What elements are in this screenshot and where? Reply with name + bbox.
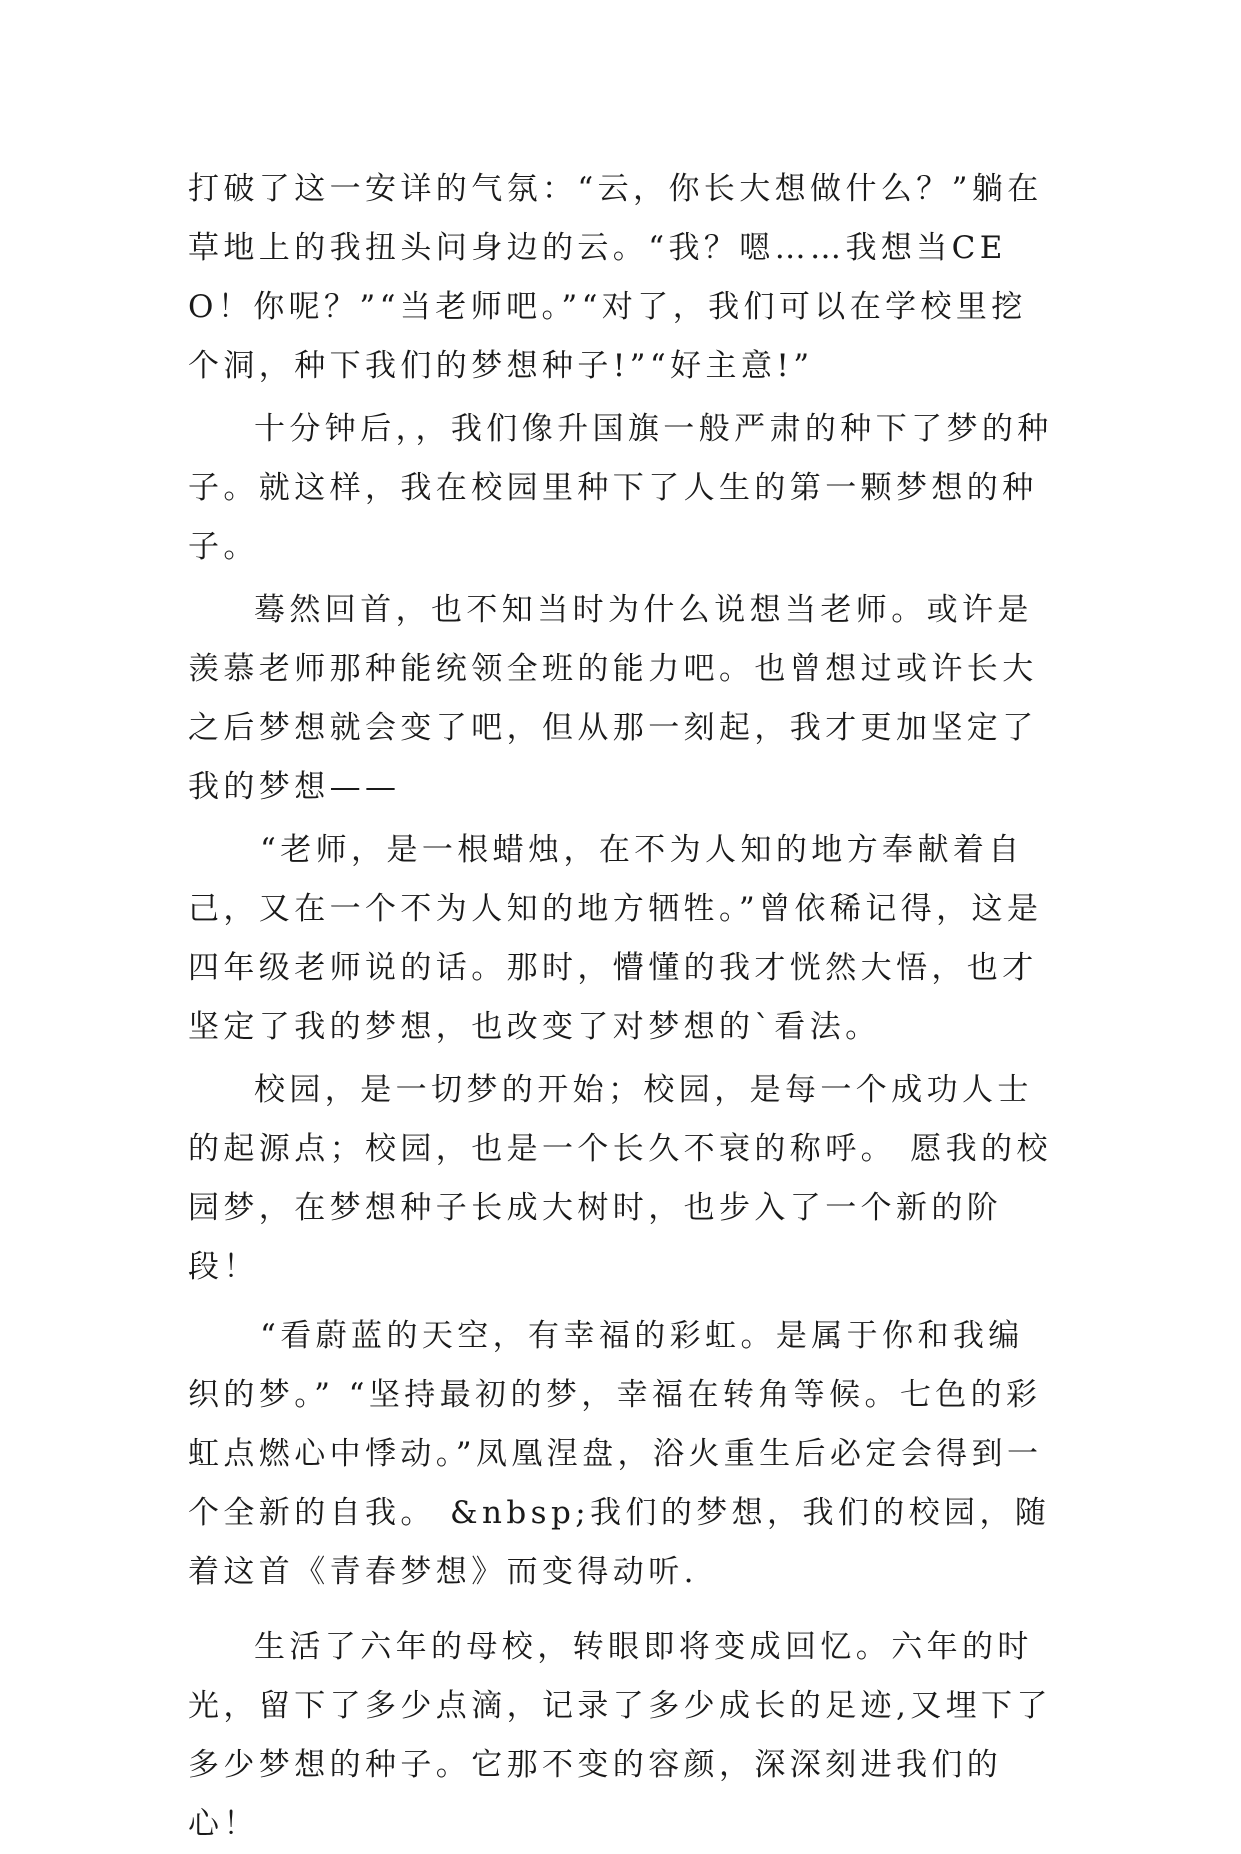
paragraph-4: “老师，是一根蜡烛，在不为人知的地方奉献着自己，又在一个不为人知的地方牺牲。”曾依稀记得，这是四年级老师说的话。那时，懵懂的我才恍然大悟，也才坚定了我的梦想，也改变了对梦想的`看法。 [188, 832, 1043, 1045]
paragraph-6: “看蔚蓝的天空，有幸福的彩虹。是属于你和我编织的梦。” “坚持最初的梦，幸福在转角等候。七色的彩虹点燃心中悸动。”凤凰涅盘，浴火重生后必定会得到一个全新的自我。 &nbsp;我们的梦想，我们的校园，随着这首《青春梦想》而变得动听. [188, 1318, 1051, 1590]
paragraph-5: 校园，是一切梦的开始；校园，是每一个成功人士的起源点；校园，也是一个长久不衰的称呼。 愿我的校园梦，在梦想种子长成大树时，也步入了一个新的阶段！ [188, 1072, 1052, 1285]
paragraph-3: 蓦然回首，也不知当时为什么说想当老师。或许是羡慕老师那种能统领全班的能力吧。也曾想过或许长大之后梦想就会变了吧，但从那一刻起，我才更加坚定了我的梦想—— [188, 592, 1038, 805]
paragraph-2: 十分钟后，，我们像升国旗一般严肃的种下了梦的种子。就这样，我在校园里种下了人生的第一颗梦想的种子。 [188, 411, 1053, 565]
document-body [188, 160, 1058, 1854]
paragraph-1: 打破了这一安详的气氛：“云，你长大想做什么？”躺在草地上的我扭头问身边的云。“我？嗯……我想当CEO！你呢？”“当老师吧。”“对了，我们可以在学校里挖个洞，种下我们的梦想种子!”“好主意!” [188, 171, 1043, 384]
paragraph-7: 生活了六年的母校，转眼即将变成回忆。六年的时光，留下了多少点滴，记录了多少成长的足迹,又埋下了多少梦想的种子。它那不变的容颜，深深刻进我们的心！ [188, 1629, 1052, 1842]
